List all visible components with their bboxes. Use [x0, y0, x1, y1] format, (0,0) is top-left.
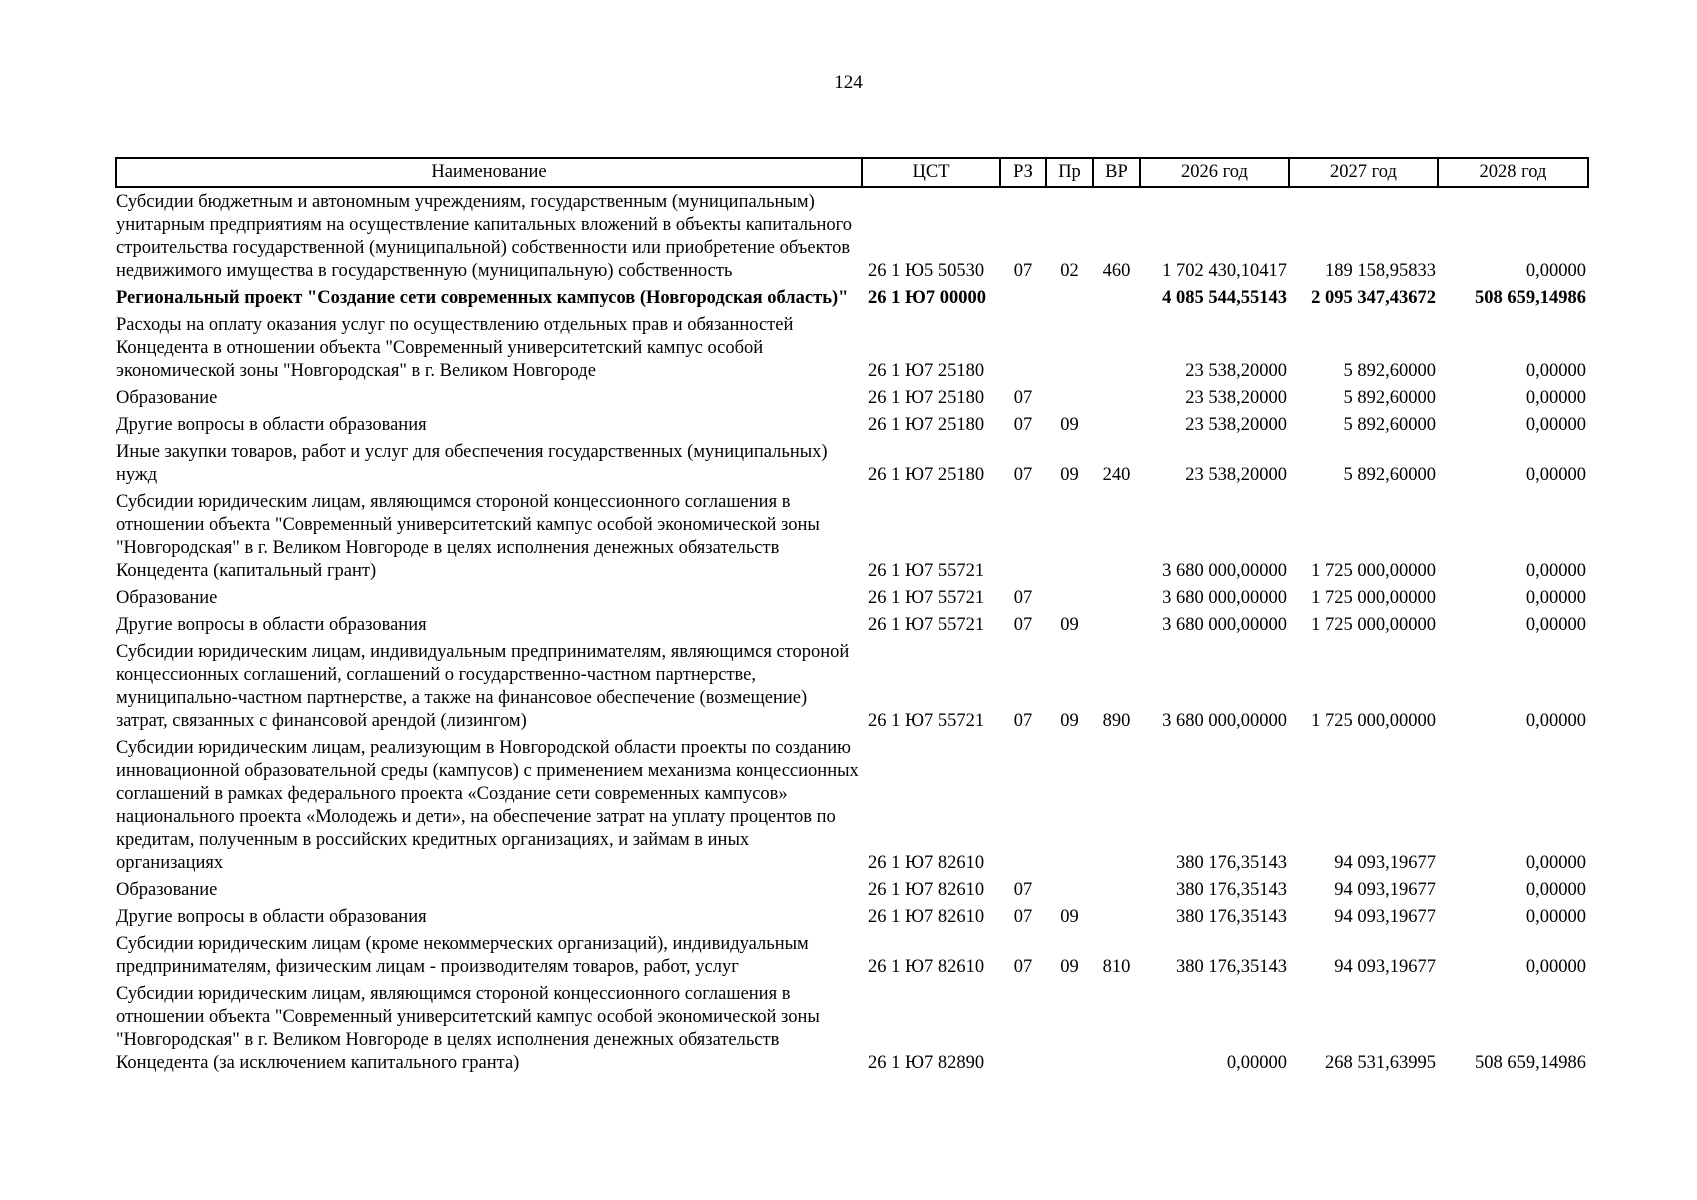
row-2026: 0,00000 [1226, 1053, 1287, 1073]
row-cst: 26 1 Ю5 50530 [868, 261, 985, 281]
row-pr [1046, 879, 1093, 906]
row-vr [1093, 906, 1140, 933]
row-pr [1046, 287, 1093, 314]
row-2027: 5 892,60000 [1343, 465, 1436, 485]
row-2028: 0,00000 [1525, 853, 1586, 873]
row-2028: 0,00000 [1525, 361, 1586, 381]
row-vr: 890 [1102, 711, 1131, 731]
row-rz [1000, 314, 1046, 387]
table-row [116, 287, 1588, 314]
row-2026: 4 085 544,55143 [1162, 288, 1287, 308]
row-rz [1000, 983, 1046, 1079]
row-pr [1046, 983, 1093, 1079]
table-row [116, 641, 1588, 737]
table-row [116, 414, 1588, 441]
row-rz: 07 [1013, 615, 1033, 635]
row-2026: 23 538,20000 [1185, 361, 1287, 381]
row-vr [1093, 414, 1140, 441]
header-2027: 2027 год [1289, 158, 1438, 187]
row-cst: 26 1 Ю7 82610 [868, 880, 985, 900]
row-vr [1093, 587, 1140, 614]
table-header-row [116, 158, 1588, 187]
row-2027: 1 725 000,00000 [1311, 711, 1436, 731]
table-row [116, 906, 1588, 933]
row-2027: 1 725 000,00000 [1311, 561, 1436, 581]
row-name: Образование [116, 388, 218, 408]
row-pr: 09 [1060, 957, 1079, 977]
row-2028: 0,00000 [1525, 711, 1586, 731]
row-name: Другие вопросы в области образования [116, 907, 427, 927]
row-vr: 460 [1102, 261, 1131, 281]
header-pr: Пр [1046, 158, 1093, 187]
row-2027: 2 095 347,43672 [1311, 288, 1436, 308]
row-cst: 26 1 Ю7 25180 [868, 465, 985, 485]
row-name: Образование [116, 588, 218, 608]
row-2026: 380 176,35143 [1176, 880, 1287, 900]
page-number: 124 [834, 72, 863, 93]
table-row [116, 983, 1588, 1079]
row-2026: 3 680 000,00000 [1162, 588, 1287, 608]
row-name: Другие вопросы в области образования [116, 615, 427, 635]
row-2026: 23 538,20000 [1185, 415, 1287, 435]
row-name: Другие вопросы в области образования [116, 415, 427, 435]
row-2028: 0,00000 [1525, 588, 1586, 608]
row-2027: 5 892,60000 [1343, 361, 1436, 381]
header-rz: РЗ [1000, 158, 1046, 187]
table-row [116, 441, 1588, 491]
row-2026: 23 538,20000 [1185, 465, 1287, 485]
row-2028: 508 659,14986 [1475, 288, 1586, 308]
row-pr [1046, 387, 1093, 414]
row-pr [1046, 737, 1093, 879]
row-rz [1000, 491, 1046, 587]
row-2027: 1 725 000,00000 [1311, 615, 1436, 635]
row-name: Расходы на оплату оказания услуг по осуществлению отдельных прав и обязанностей Концедента в отношении объекта "Современный университетский кампус особой экономической зоны "Новгородская" в г. Великом Новгороде [116, 315, 794, 381]
header-2028: 2028 год [1438, 158, 1588, 187]
row-rz: 07 [1013, 588, 1033, 608]
row-cst: 26 1 Ю7 55721 [868, 561, 985, 581]
row-cst: 26 1 Ю7 25180 [868, 415, 985, 435]
row-2027: 94 093,19677 [1334, 853, 1436, 873]
row-cst: 26 1 Ю7 55721 [868, 615, 985, 635]
table-row [116, 879, 1588, 906]
row-2026: 380 176,35143 [1176, 957, 1287, 977]
row-rz: 07 [1013, 880, 1033, 900]
table-row [116, 933, 1588, 983]
row-rz: 07 [1013, 465, 1033, 485]
row-2027: 94 093,19677 [1334, 957, 1436, 977]
table-row [116, 737, 1588, 879]
row-vr [1093, 983, 1140, 1079]
table-row [116, 187, 1588, 287]
row-name: Иные закупки товаров, работ и услуг для обеспечения государственных (муниципальных) нужд [116, 442, 828, 485]
row-2027: 1 725 000,00000 [1311, 588, 1436, 608]
budget-table [115, 157, 1589, 1079]
row-vr [1093, 614, 1140, 641]
row-name: Субсидии юридическим лицам, являющимся стороной концессионного соглашения в отношении объекта "Современный университетский кампус особой экономической зоны "Новгородская" в г. Великом Новгороде в целях исполнения денежных обязательств Концедента (за исключением капитального гранта) [116, 984, 820, 1073]
row-name: Субсидии юридическим лицам, являющимся стороной концессионного соглашения в отношении объекта "Современный университетский кампус особой экономической зоны "Новгородская" в г. Великом Новгороде в целях исполнения денежных обязательств Концедента (капитальный грант) [116, 492, 820, 581]
header-2026: 2026 год [1140, 158, 1289, 187]
row-2026: 380 176,35143 [1176, 907, 1287, 927]
header-vr: ВР [1093, 158, 1140, 187]
row-2026: 3 680 000,00000 [1162, 561, 1287, 581]
row-cst: 26 1 Ю7 82610 [868, 957, 985, 977]
row-rz: 07 [1013, 711, 1033, 731]
row-vr: 810 [1102, 957, 1131, 977]
row-name: Региональный проект "Создание сети современных кампусов (Новгородская область)" [116, 288, 849, 308]
row-cst: 26 1 Ю7 82610 [868, 907, 985, 927]
row-2028: 0,00000 [1525, 415, 1586, 435]
row-2028: 0,00000 [1525, 388, 1586, 408]
header-name: Наименование [116, 158, 862, 187]
row-rz: 07 [1013, 415, 1033, 435]
row-2026: 3 680 000,00000 [1162, 615, 1287, 635]
row-name: Субсидии юридическим лицам, индивидуальным предпринимателям, являющимся стороной концессионных соглашений, соглашений о государственно-частном партнерстве, муниципально-частном партнерстве, а также на финансовое обеспечение (возмещение) затрат, связанных с финансовой арендой (лизингом) [116, 642, 850, 731]
row-2028: 0,00000 [1525, 957, 1586, 977]
row-cst: 26 1 Ю7 82890 [868, 1053, 985, 1073]
table-row [116, 314, 1588, 387]
row-pr: 09 [1060, 907, 1079, 927]
row-pr [1046, 314, 1093, 387]
table-row [116, 614, 1588, 641]
row-2028: 0,00000 [1525, 465, 1586, 485]
row-cst: 26 1 Ю7 82610 [868, 853, 985, 873]
row-cst: 26 1 Ю7 55721 [868, 588, 985, 608]
row-2027: 189 158,95833 [1325, 261, 1436, 281]
row-2027: 268 531,63995 [1325, 1053, 1436, 1073]
row-pr: 09 [1060, 615, 1079, 635]
row-2026: 3 680 000,00000 [1162, 711, 1287, 731]
row-vr [1093, 287, 1140, 314]
table-row [116, 491, 1588, 587]
row-vr [1093, 491, 1140, 587]
table-row [116, 587, 1588, 614]
row-vr [1093, 314, 1140, 387]
row-cst: 26 1 Ю7 55721 [868, 711, 985, 731]
row-name: Субсидии юридическим лицам (кроме некоммерческих организаций), индивидуальным предпринимателям, физическим лицам - производителям товаров, работ, услуг [116, 934, 809, 977]
row-vr [1093, 879, 1140, 906]
row-2028: 0,00000 [1525, 261, 1586, 281]
table-row [116, 387, 1588, 414]
row-name: Субсидии юридическим лицам, реализующим в Новгородской области проекты по созданию инновационной образовательной среды (кампусов) с применением механизма концессионных соглашений в рамках федерального проекта «Создание сети современных кампусов» национального проекта «Молодежь и дети», на обеспечение затрат на уплату процентов по кредитам, полученным в российских кредитных организациях, и займам в иных организациях [116, 738, 859, 873]
row-pr: 02 [1060, 261, 1079, 281]
header-cst: ЦСТ [862, 158, 1000, 187]
row-rz [1000, 737, 1046, 879]
row-cst: 26 1 Ю7 25180 [868, 388, 985, 408]
row-pr: 09 [1060, 415, 1079, 435]
row-2027: 94 093,19677 [1334, 907, 1436, 927]
row-2027: 5 892,60000 [1343, 388, 1436, 408]
row-2028: 0,00000 [1525, 561, 1586, 581]
row-cst: 26 1 Ю7 00000 [868, 288, 986, 308]
row-rz: 07 [1013, 261, 1033, 281]
row-pr: 09 [1060, 465, 1079, 485]
row-2027: 94 093,19677 [1334, 880, 1436, 900]
row-2028: 0,00000 [1525, 880, 1586, 900]
table-body [116, 187, 1588, 1079]
row-rz: 07 [1013, 388, 1033, 408]
row-2028: 0,00000 [1525, 615, 1586, 635]
row-vr [1093, 737, 1140, 879]
row-name: Субсидии бюджетным и автономным учреждениям, государственным (муниципальным) унитарным предприятиям на осуществление капитальных вложений в объекты капитального строительства государственной (муниципальной) собственности или приобретение объектов недвижимого имущества в государственную (муниципальную) собственность [116, 192, 853, 281]
row-2026: 23 538,20000 [1185, 388, 1287, 408]
row-2026: 1 702 430,10417 [1162, 261, 1287, 281]
row-cst: 26 1 Ю7 25180 [868, 361, 985, 381]
row-pr: 09 [1060, 711, 1079, 731]
row-2026: 380 176,35143 [1176, 853, 1287, 873]
row-pr [1046, 491, 1093, 587]
row-2027: 5 892,60000 [1343, 415, 1436, 435]
row-2028: 508 659,14986 [1475, 1053, 1586, 1073]
row-pr [1046, 587, 1093, 614]
row-rz: 07 [1013, 907, 1033, 927]
row-rz: 07 [1013, 957, 1033, 977]
row-vr [1093, 387, 1140, 414]
row-vr: 240 [1102, 465, 1131, 485]
row-2028: 0,00000 [1525, 907, 1586, 927]
row-name: Образование [116, 880, 218, 900]
row-rz [1000, 287, 1046, 314]
